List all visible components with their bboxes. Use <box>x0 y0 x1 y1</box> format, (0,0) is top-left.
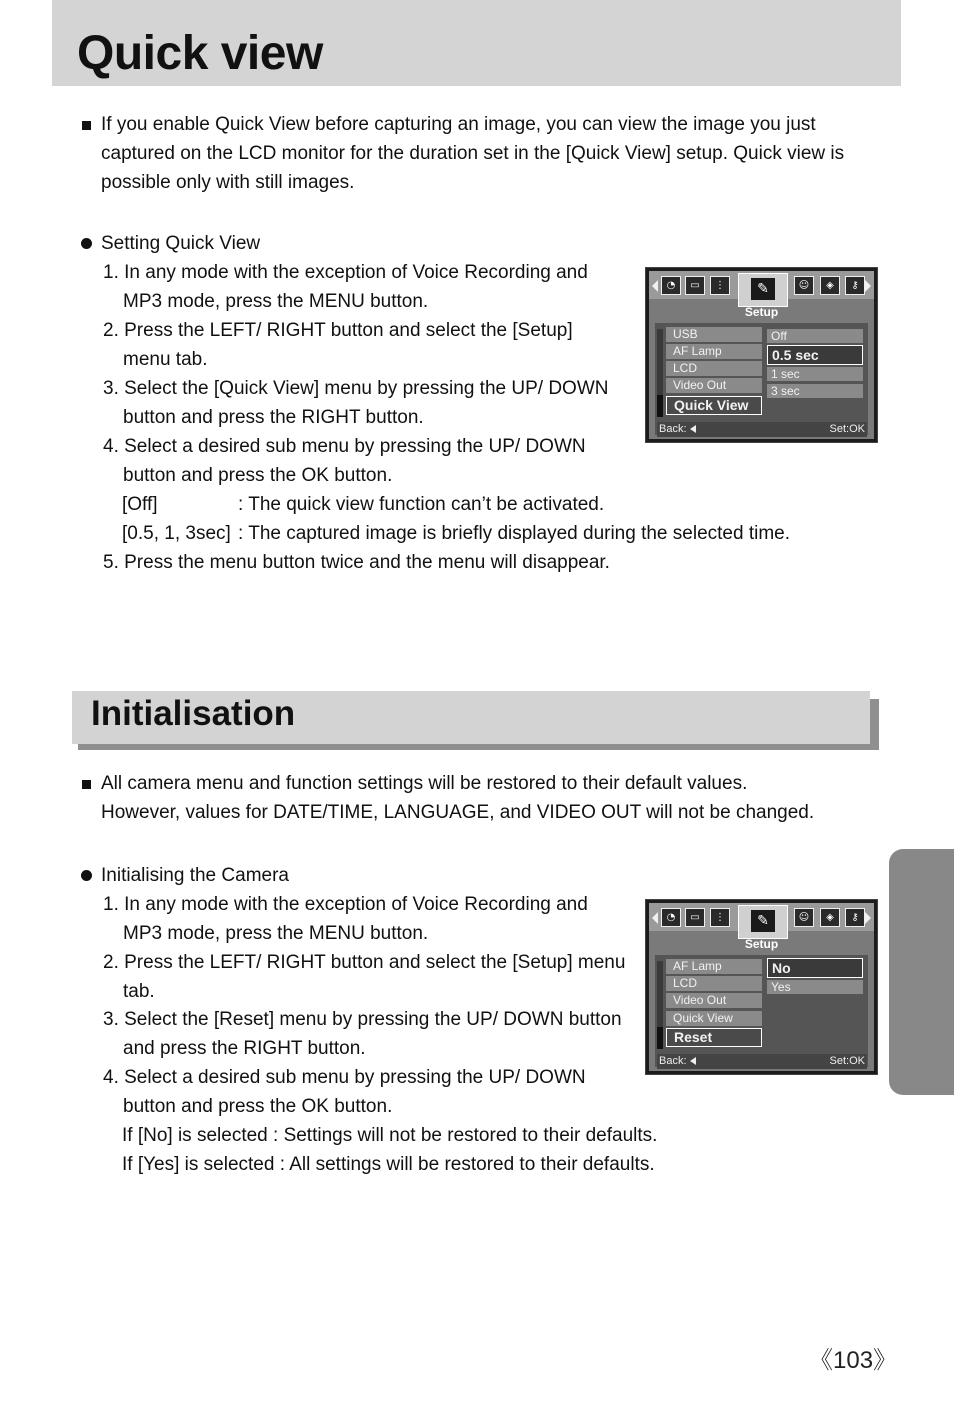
menu-item: Video Out <box>666 993 762 1008</box>
menu-tab-bar <box>649 271 874 299</box>
step-line: menu tab. <box>123 349 208 370</box>
submenu-option: 3 sec <box>767 384 863 398</box>
submenu-option: Off <box>767 329 863 343</box>
tab-name: Setup <box>744 937 779 951</box>
menu-item: USB <box>666 327 762 342</box>
subheading: Setting Quick View <box>101 233 261 254</box>
step-line: button and press the OK button. <box>123 1096 393 1117</box>
option-line: If [Yes] is selected : All settings will be restored to their defaults. <box>122 1154 655 1175</box>
key-icon: ⚷ <box>845 276 865 295</box>
quality-icon: ⋮ <box>710 276 730 295</box>
step-line: MP3 mode, press the MENU button. <box>123 923 429 944</box>
key-icon: ⚷ <box>845 908 865 927</box>
diamond-icon: ◈ <box>820 908 840 927</box>
left-arrow-icon <box>652 912 658 924</box>
submenu-option-selected: No <box>767 958 863 978</box>
menu-panel <box>655 323 868 435</box>
chapter-side-tab <box>889 849 954 1095</box>
left-arrow-icon <box>652 280 658 292</box>
right-arrow-icon <box>865 912 871 924</box>
person-icon: ☺ <box>794 276 814 295</box>
menu-panel <box>655 955 868 1067</box>
section-title: Initialisation <box>91 694 296 733</box>
option-key: [Off] <box>122 494 158 515</box>
step-line: 1. In any mode with the exception of Voice Recording and <box>103 894 588 915</box>
setup-tab <box>738 273 788 307</box>
step-line: 1. In any mode with the exception of Voice Recording and <box>103 262 588 283</box>
page-title: Quick view <box>77 27 323 80</box>
set-label: Set:OK <box>829 423 865 435</box>
back-arrow-icon <box>690 425 696 433</box>
option-desc: : The captured image is briefly displayed during the selected time. <box>238 523 791 544</box>
page-number: 《103》 <box>809 1347 898 1374</box>
submenu-option: 1 sec <box>767 367 863 381</box>
step-line: 4. Select a desired sub menu by pressing the UP/ DOWN <box>103 436 586 457</box>
intro-line: All camera menu and function settings will be restored to their default values. <box>101 773 748 794</box>
scrollbar <box>657 329 663 417</box>
menu-item: LCD <box>666 976 762 991</box>
tab-name: Setup <box>744 305 779 319</box>
menu-item-selected: Reset <box>666 1028 762 1047</box>
menu-item: AF Lamp <box>666 344 762 359</box>
intro-line: However, values for DATE/TIME, LANGUAGE, and VIDEO OUT will not be changed. <box>101 802 815 823</box>
lcd-screen-quick-view <box>645 267 878 443</box>
menu-item: Quick View <box>666 1011 762 1026</box>
intro-line: captured on the LCD monitor for the duration set in the [Quick View] setup. Quick view is <box>101 143 845 164</box>
step-line: 5. Press the menu button twice and the menu will disappear. <box>103 552 610 573</box>
option-line: If [No] is selected : Settings will not be restored to their defaults. <box>122 1125 658 1146</box>
submenu-option-selected: 0.5 sec <box>767 345 863 365</box>
round-bullet-icon <box>81 238 92 249</box>
camera-mode-icon: ◔ <box>661 276 681 295</box>
square-bullet-icon <box>82 780 91 789</box>
menu-tab-bar <box>649 903 874 931</box>
step-line: 2. Press the LEFT/ RIGHT button and select the [Setup] menu <box>103 952 626 973</box>
step-line: 3. Select the [Reset] menu by pressing the UP/ DOWN button <box>103 1009 622 1030</box>
step-line: tab. <box>123 981 155 1002</box>
submenu-option: Yes <box>767 980 863 994</box>
set-label: Set:OK <box>829 1055 865 1067</box>
option-desc: : The quick view function can’t be activated. <box>238 494 605 515</box>
back-label: Back: <box>659 423 687 435</box>
step-line: MP3 mode, press the MENU button. <box>123 291 429 312</box>
back-label: Back: <box>659 1055 687 1067</box>
lcd-screen-reset <box>645 899 878 1075</box>
step-line: 4. Select a desired sub menu by pressing the UP/ DOWN <box>103 1067 586 1088</box>
step-line: button and press the RIGHT button. <box>123 407 424 428</box>
subheading: Initialising the Camera <box>101 865 289 886</box>
intro-line: possible only with still images. <box>101 172 355 193</box>
lcd-footer <box>657 422 867 437</box>
step-line: 2. Press the LEFT/ RIGHT button and select the [Setup] <box>103 320 573 341</box>
person-icon: ☺ <box>794 908 814 927</box>
menu-item-selected: Quick View <box>666 396 762 415</box>
size-icon: ▭ <box>685 908 705 927</box>
menu-item: Video Out <box>666 378 762 393</box>
step-line: 3. Select the [Quick View] menu by pressing the UP/ DOWN <box>103 378 609 399</box>
back-arrow-icon <box>690 1057 696 1065</box>
scrollbar <box>657 961 663 1049</box>
intro-line: If you enable Quick View before capturing an image, you can view the image you just <box>101 114 816 135</box>
menu-item: LCD <box>666 361 762 376</box>
diamond-icon: ◈ <box>820 276 840 295</box>
square-bullet-icon <box>82 121 91 130</box>
lcd-footer <box>657 1054 867 1069</box>
round-bullet-icon <box>81 870 92 881</box>
wrench-icon: ✎ <box>751 278 775 300</box>
setup-tab <box>738 905 788 939</box>
step-line: button and press the OK button. <box>123 465 393 486</box>
wrench-icon: ✎ <box>751 910 775 932</box>
quality-icon: ⋮ <box>710 908 730 927</box>
size-icon: ▭ <box>685 276 705 295</box>
right-arrow-icon <box>865 280 871 292</box>
camera-mode-icon: ◔ <box>661 908 681 927</box>
option-key: [0.5, 1, 3sec] <box>122 523 231 544</box>
step-line: and press the RIGHT button. <box>123 1038 366 1059</box>
menu-item: AF Lamp <box>666 959 762 974</box>
